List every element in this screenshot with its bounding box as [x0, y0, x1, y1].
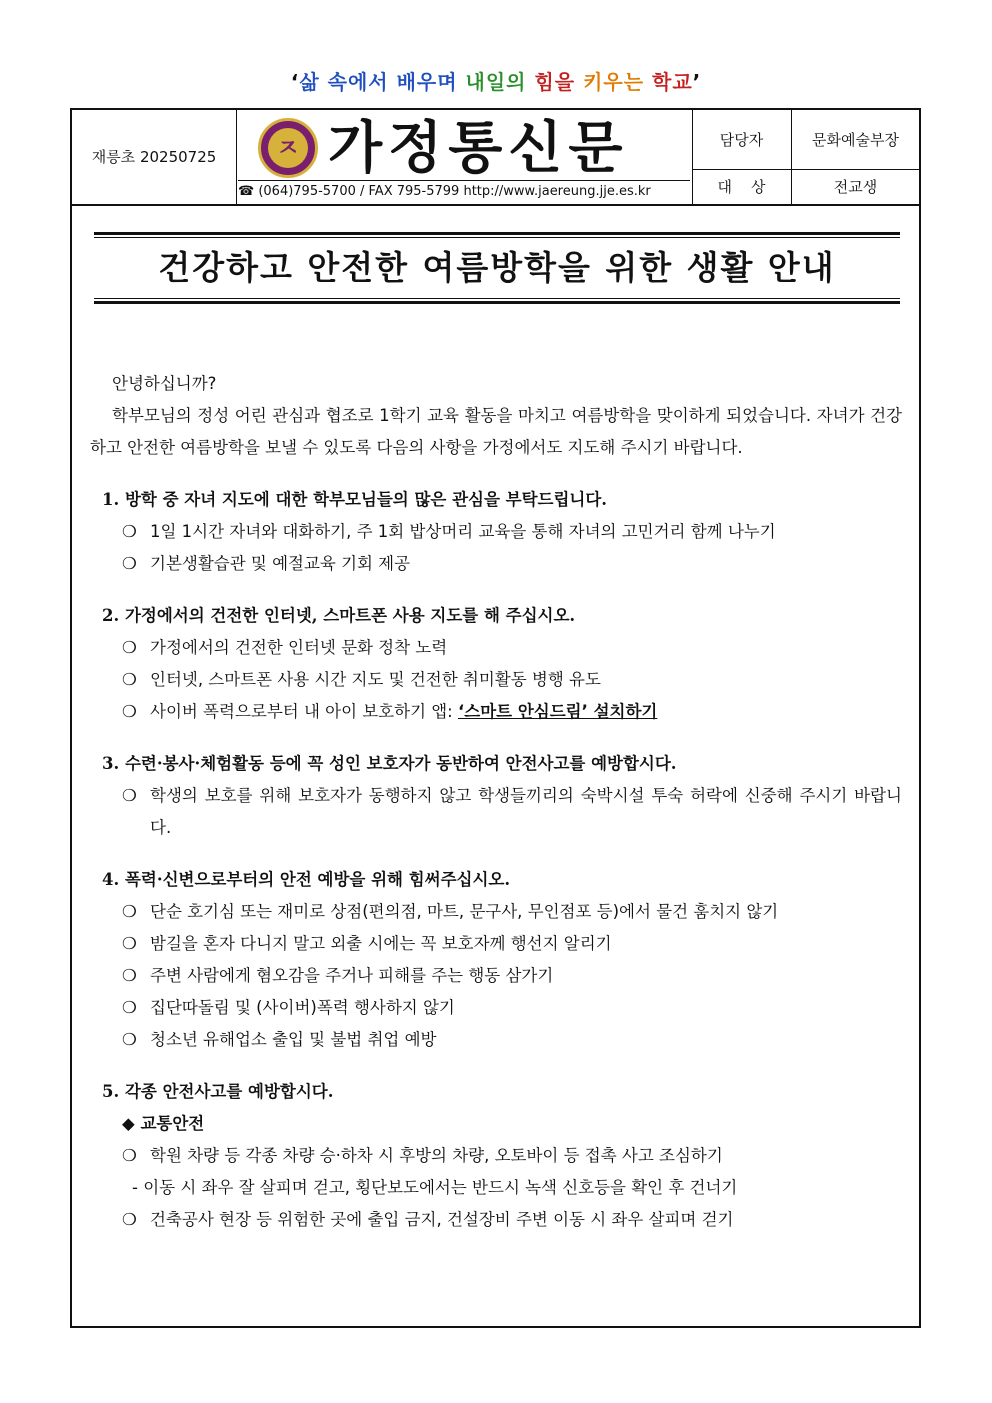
meta-table	[692, 110, 919, 204]
section-4	[90, 864, 902, 1056]
list-item	[90, 632, 902, 664]
circle-bullet-icon: ❍	[122, 522, 137, 541]
list-item	[90, 1204, 902, 1236]
list-item-text: 학원 차량 등 각종 차량 승·하차 시 후방의 차량, 오토바이 등 접촉 사고 조심하기	[150, 1146, 723, 1165]
paper-name: 가정통신문	[328, 115, 629, 181]
subheading-text: 교통안전	[140, 1114, 205, 1133]
motto-word: 삶 속에서	[299, 70, 389, 94]
list-item-text: 건축공사 현장 등 위험한 곳에 출입 금지, 건설장비 주변 이동 시 좌우 살피며 걷기	[150, 1210, 734, 1229]
list-item-text: 1일 1시간 자녀와 대화하기, 주 1회 밥상머리 교육을 통해 자녀의 고민거리 함께 나누기	[150, 522, 776, 541]
circle-bullet-icon: ❍	[122, 1146, 137, 1165]
circle-bullet-icon: ❍	[122, 786, 137, 805]
intro-paragraph: 학부모님의 정성 어린 관심과 협조로 1학기 교육 활동을 마치고 여름방학을 맞이하게 되었습니다. 자녀가 건강하고 안전한 여름방학을 보낼 수 있도록 다음의 사항을 가정에서도 지도해 주시기 바랍니다.	[90, 406, 902, 457]
list-item	[90, 548, 902, 580]
motto-open-quote: ‘	[290, 70, 300, 94]
section-heading: 5. 각종 안전사고를 예방합시다.	[102, 1082, 334, 1101]
list-item	[90, 928, 902, 960]
list-item-text: 사이버 폭력으로부터 내 아이 보호하기 앱:	[150, 702, 458, 721]
circle-bullet-icon: ❍	[122, 998, 137, 1017]
dash-item: - 이동 시 좌우 잘 살피며 걷고, 횡단보도에서는 반드시 녹색 신호등을 확인 후 건너기	[132, 1178, 738, 1197]
greeting: 안녕하십니까?	[112, 374, 217, 393]
list-item	[90, 1140, 902, 1172]
list-item-text: 단순 호기심 또는 재미로 상점(편의점, 마트, 문구사, 무인점포 등)에서 물건 훔치지 않기	[150, 902, 779, 921]
circle-bullet-icon: ❍	[122, 670, 137, 689]
list-item-text: 집단따돌림 및 (사이버)폭력 행사하지 않기	[150, 998, 455, 1017]
contact-info: ☎ (064)795-5700 / FAX 795-5799 http://www.jaereung.jje.es.kr	[238, 180, 690, 201]
list-item	[90, 516, 902, 548]
section-1	[90, 484, 902, 580]
list-item	[90, 992, 902, 1024]
school-motto	[0, 66, 992, 95]
list-item-text: 학생의 보호를 위해 보호자가 동행하지 않고 학생들끼리의 숙박시설 투숙 허락에 신중해 주시기 바랍니다.	[150, 786, 902, 837]
list-item	[90, 1024, 902, 1056]
section-heading: 3. 수련·봉사·체험활동 등에 꼭 성인 보호자가 동반하여 안전사고를 예방합시다.	[102, 754, 677, 773]
motto-word: 내일의	[465, 70, 527, 94]
motto-word: 힘을	[534, 70, 576, 94]
circle-bullet-icon: ❍	[122, 934, 137, 953]
app-install-highlight: ‘스마트 안심드림’ 설치하기	[458, 702, 658, 721]
circle-bullet-icon: ❍	[122, 554, 137, 573]
list-item	[90, 896, 902, 928]
title-block	[94, 232, 900, 304]
list-item-text: 청소년 유해업소 출입 및 불법 취업 예방	[150, 1030, 437, 1049]
list-item-text: 기본생활습관 및 예절교육 기회 제공	[150, 554, 411, 573]
section-heading: 2. 가정에서의 건전한 인터넷, 스마트폰 사용 지도를 해 주십시오.	[102, 606, 576, 625]
section-3	[90, 748, 902, 844]
section-heading: 4. 폭력·신변으로부터의 안전 예방을 위해 힘써주십시오.	[102, 870, 511, 889]
circle-bullet-icon: ❍	[122, 702, 137, 721]
school-logo-glyph: ㅈ	[268, 128, 308, 168]
target-value: 전교생	[833, 178, 878, 196]
school-logo-icon	[258, 118, 318, 178]
circle-bullet-icon: ❍	[122, 902, 137, 921]
manager-value: 문화예술부장	[792, 110, 919, 170]
section-5	[90, 1076, 902, 1236]
list-item	[90, 696, 902, 728]
document-frame	[70, 108, 921, 1328]
motto-word: 키우는	[583, 70, 645, 94]
motto-close-quote: ’	[692, 70, 702, 94]
list-item-text: 주변 사람에게 혐오감을 주거나 피해를 주는 행동 삼가기	[150, 966, 554, 985]
list-item	[90, 664, 902, 696]
circle-bullet-icon: ❍	[122, 638, 137, 657]
title-rule-bottom	[94, 298, 900, 304]
motto-word: 배우며	[396, 70, 458, 94]
list-item	[90, 960, 902, 992]
letter-body	[90, 368, 902, 1236]
list-item	[90, 780, 902, 844]
list-item-text: 인터넷, 스마트폰 사용 시간 지도 및 건전한 취미활동 병행 유도	[150, 670, 601, 689]
section-heading: 1. 방학 중 자녀 지도에 대한 학부모님들의 많은 관심을 부탁드립니다.	[102, 490, 608, 509]
circle-bullet-icon: ❍	[122, 1030, 137, 1049]
list-item-text: 밤길을 혼자 다니지 말고 외출 시에는 꼭 보호자께 행선지 알리기	[150, 934, 612, 953]
page-title: 건강하고 안전한 여름방학을 위한 생활 안내	[158, 248, 836, 287]
letter-header	[72, 110, 919, 206]
diamond-bullet-icon: ◆	[122, 1114, 135, 1133]
target-label: 대 상	[692, 170, 792, 204]
motto-word: 학교	[652, 70, 693, 94]
section-2	[90, 600, 902, 728]
circle-bullet-icon: ❍	[122, 1210, 137, 1229]
masthead	[236, 110, 693, 204]
issue-number: 재릉초 20250725	[72, 110, 237, 204]
circle-bullet-icon: ❍	[122, 966, 137, 985]
manager-label: 담당자	[692, 110, 792, 170]
subheading-traffic	[90, 1108, 902, 1140]
list-item-text: 가정에서의 건전한 인터넷 문화 정착 노력	[150, 638, 448, 657]
